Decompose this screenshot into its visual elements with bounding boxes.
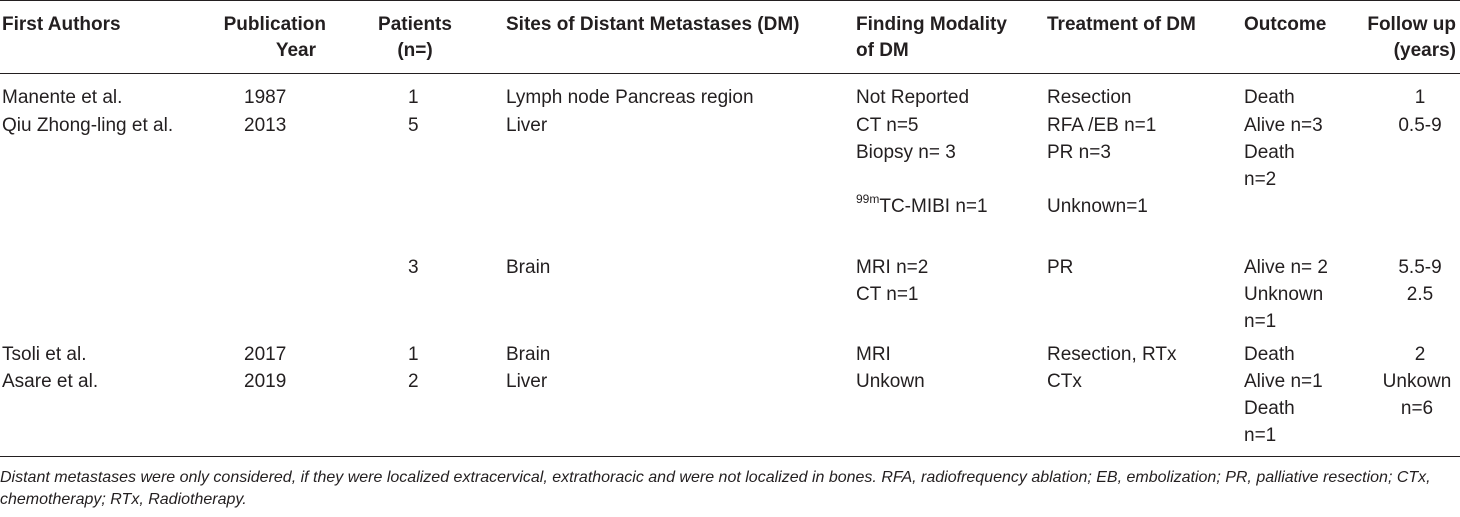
header-first-authors: First Authors	[2, 14, 121, 35]
cell-patients: 2	[408, 371, 419, 392]
cell-follow-line1: Unkown	[1382, 371, 1452, 392]
cell-outcome: Death	[1244, 344, 1295, 365]
table-footnote: Distant metastases were only considered, if they were localized extracervical, extrathoracic and were not localized in bones. RFA, radiofrequency ablation; EB, embolization; PR, palliative resection; CTx, chemotherapy; RTx, Radiotherapy.	[0, 469, 1431, 508]
header-patients-line1: Patients	[378, 14, 452, 35]
cell-follow-line1: 5.5-9	[1398, 257, 1442, 278]
cell-patients: 3	[408, 257, 419, 278]
cell-author: Asare et al.	[2, 371, 99, 392]
header-follow-up	[1340, 12, 1456, 64]
cell-site: Liver	[506, 115, 548, 136]
cell-outcome-line1: Alive n=1	[1244, 371, 1323, 392]
cell-follow: 2	[1414, 344, 1426, 365]
cell-site: Brain	[506, 344, 551, 365]
top-rule	[0, 0, 1460, 1]
cell-treatment: PR	[1047, 257, 1074, 278]
cell-outcome-line2: Death	[1244, 142, 1295, 163]
cell-finding: Unkown	[856, 371, 925, 392]
cell-patients: 5	[408, 115, 419, 136]
cell-treatment-line1: RFA /EB n=1	[1047, 115, 1157, 136]
header-finding	[856, 12, 1007, 64]
bottom-rule	[0, 456, 1460, 457]
cell-outcome-line1: Alive n= 2	[1244, 257, 1328, 278]
cell-finding-line3-text: TC-MIBI n=1	[879, 196, 988, 217]
cell-patients: 1	[408, 87, 419, 108]
header-patients	[360, 12, 470, 64]
cell-treatment: Resection, RTx	[1047, 344, 1177, 365]
cell-outcome-line1: Alive n=3	[1244, 115, 1323, 136]
cell-finding-line3	[856, 193, 988, 220]
cell-outcome-line2: Death	[1244, 398, 1295, 419]
cell-finding-line1: MRI n=2	[856, 257, 929, 278]
header-publication-line2: Year	[275, 40, 316, 61]
header-patients-line2: (n=)	[397, 40, 433, 61]
cell-site: Lymph node Pancreas region	[506, 87, 754, 108]
cell-author: Qiu Zhong-ling et al.	[2, 115, 174, 136]
cell-year: 2013	[244, 115, 287, 136]
cell-author: Tsoli et al.	[2, 344, 87, 365]
cell-site: Brain	[506, 257, 551, 278]
cell-outcome-line3: n=1	[1244, 425, 1277, 446]
cell-patients: 1	[408, 344, 419, 365]
header-finding-line1: Finding Modality	[856, 14, 1007, 35]
isotope-superscript: 99m	[856, 192, 880, 206]
cell-finding-line2: CT n=1	[856, 284, 919, 305]
cell-site: Liver	[506, 371, 548, 392]
header-publication-year	[196, 12, 326, 64]
header-follow-line2: (years)	[1393, 40, 1456, 61]
cell-treatment: Resection	[1047, 87, 1132, 108]
header-treatment: Treatment of DM	[1047, 14, 1196, 35]
cell-outcome-line3: n=2	[1244, 169, 1277, 190]
cell-finding: Not Reported	[856, 87, 970, 108]
cell-treatment: CTx	[1047, 371, 1082, 392]
cell-author: Manente et al.	[2, 87, 123, 108]
cell-outcome-line3: n=1	[1244, 311, 1277, 332]
cell-follow: 1	[1414, 87, 1426, 108]
cell-finding: MRI	[856, 344, 891, 365]
cell-year: 2017	[244, 344, 287, 365]
header-follow-line1: Follow up	[1367, 14, 1456, 35]
header-rule	[0, 73, 1460, 74]
cell-treatment-line3: Unknown=1	[1047, 196, 1148, 217]
cell-outcome-line2: Unknown	[1244, 284, 1324, 305]
cell-finding-line2: Biopsy n= 3	[856, 142, 956, 163]
header-finding-line2: of DM	[856, 40, 909, 61]
cell-follow-line2: 2.5	[1406, 284, 1434, 305]
cell-year: 2019	[244, 371, 287, 392]
cell-follow-line2: n=6	[1400, 398, 1434, 419]
cell-year: 1987	[244, 87, 287, 108]
cell-outcome: Death	[1244, 87, 1295, 108]
cell-finding-line1: CT n=5	[856, 115, 919, 136]
cell-treatment-line2: PR n=3	[1047, 142, 1111, 163]
cell-follow: 0.5-9	[1398, 115, 1442, 136]
header-outcome: Outcome	[1244, 14, 1327, 35]
header-sites: Sites of Distant Metastases (DM)	[506, 14, 800, 35]
header-publication-line1: Publication	[223, 14, 326, 35]
